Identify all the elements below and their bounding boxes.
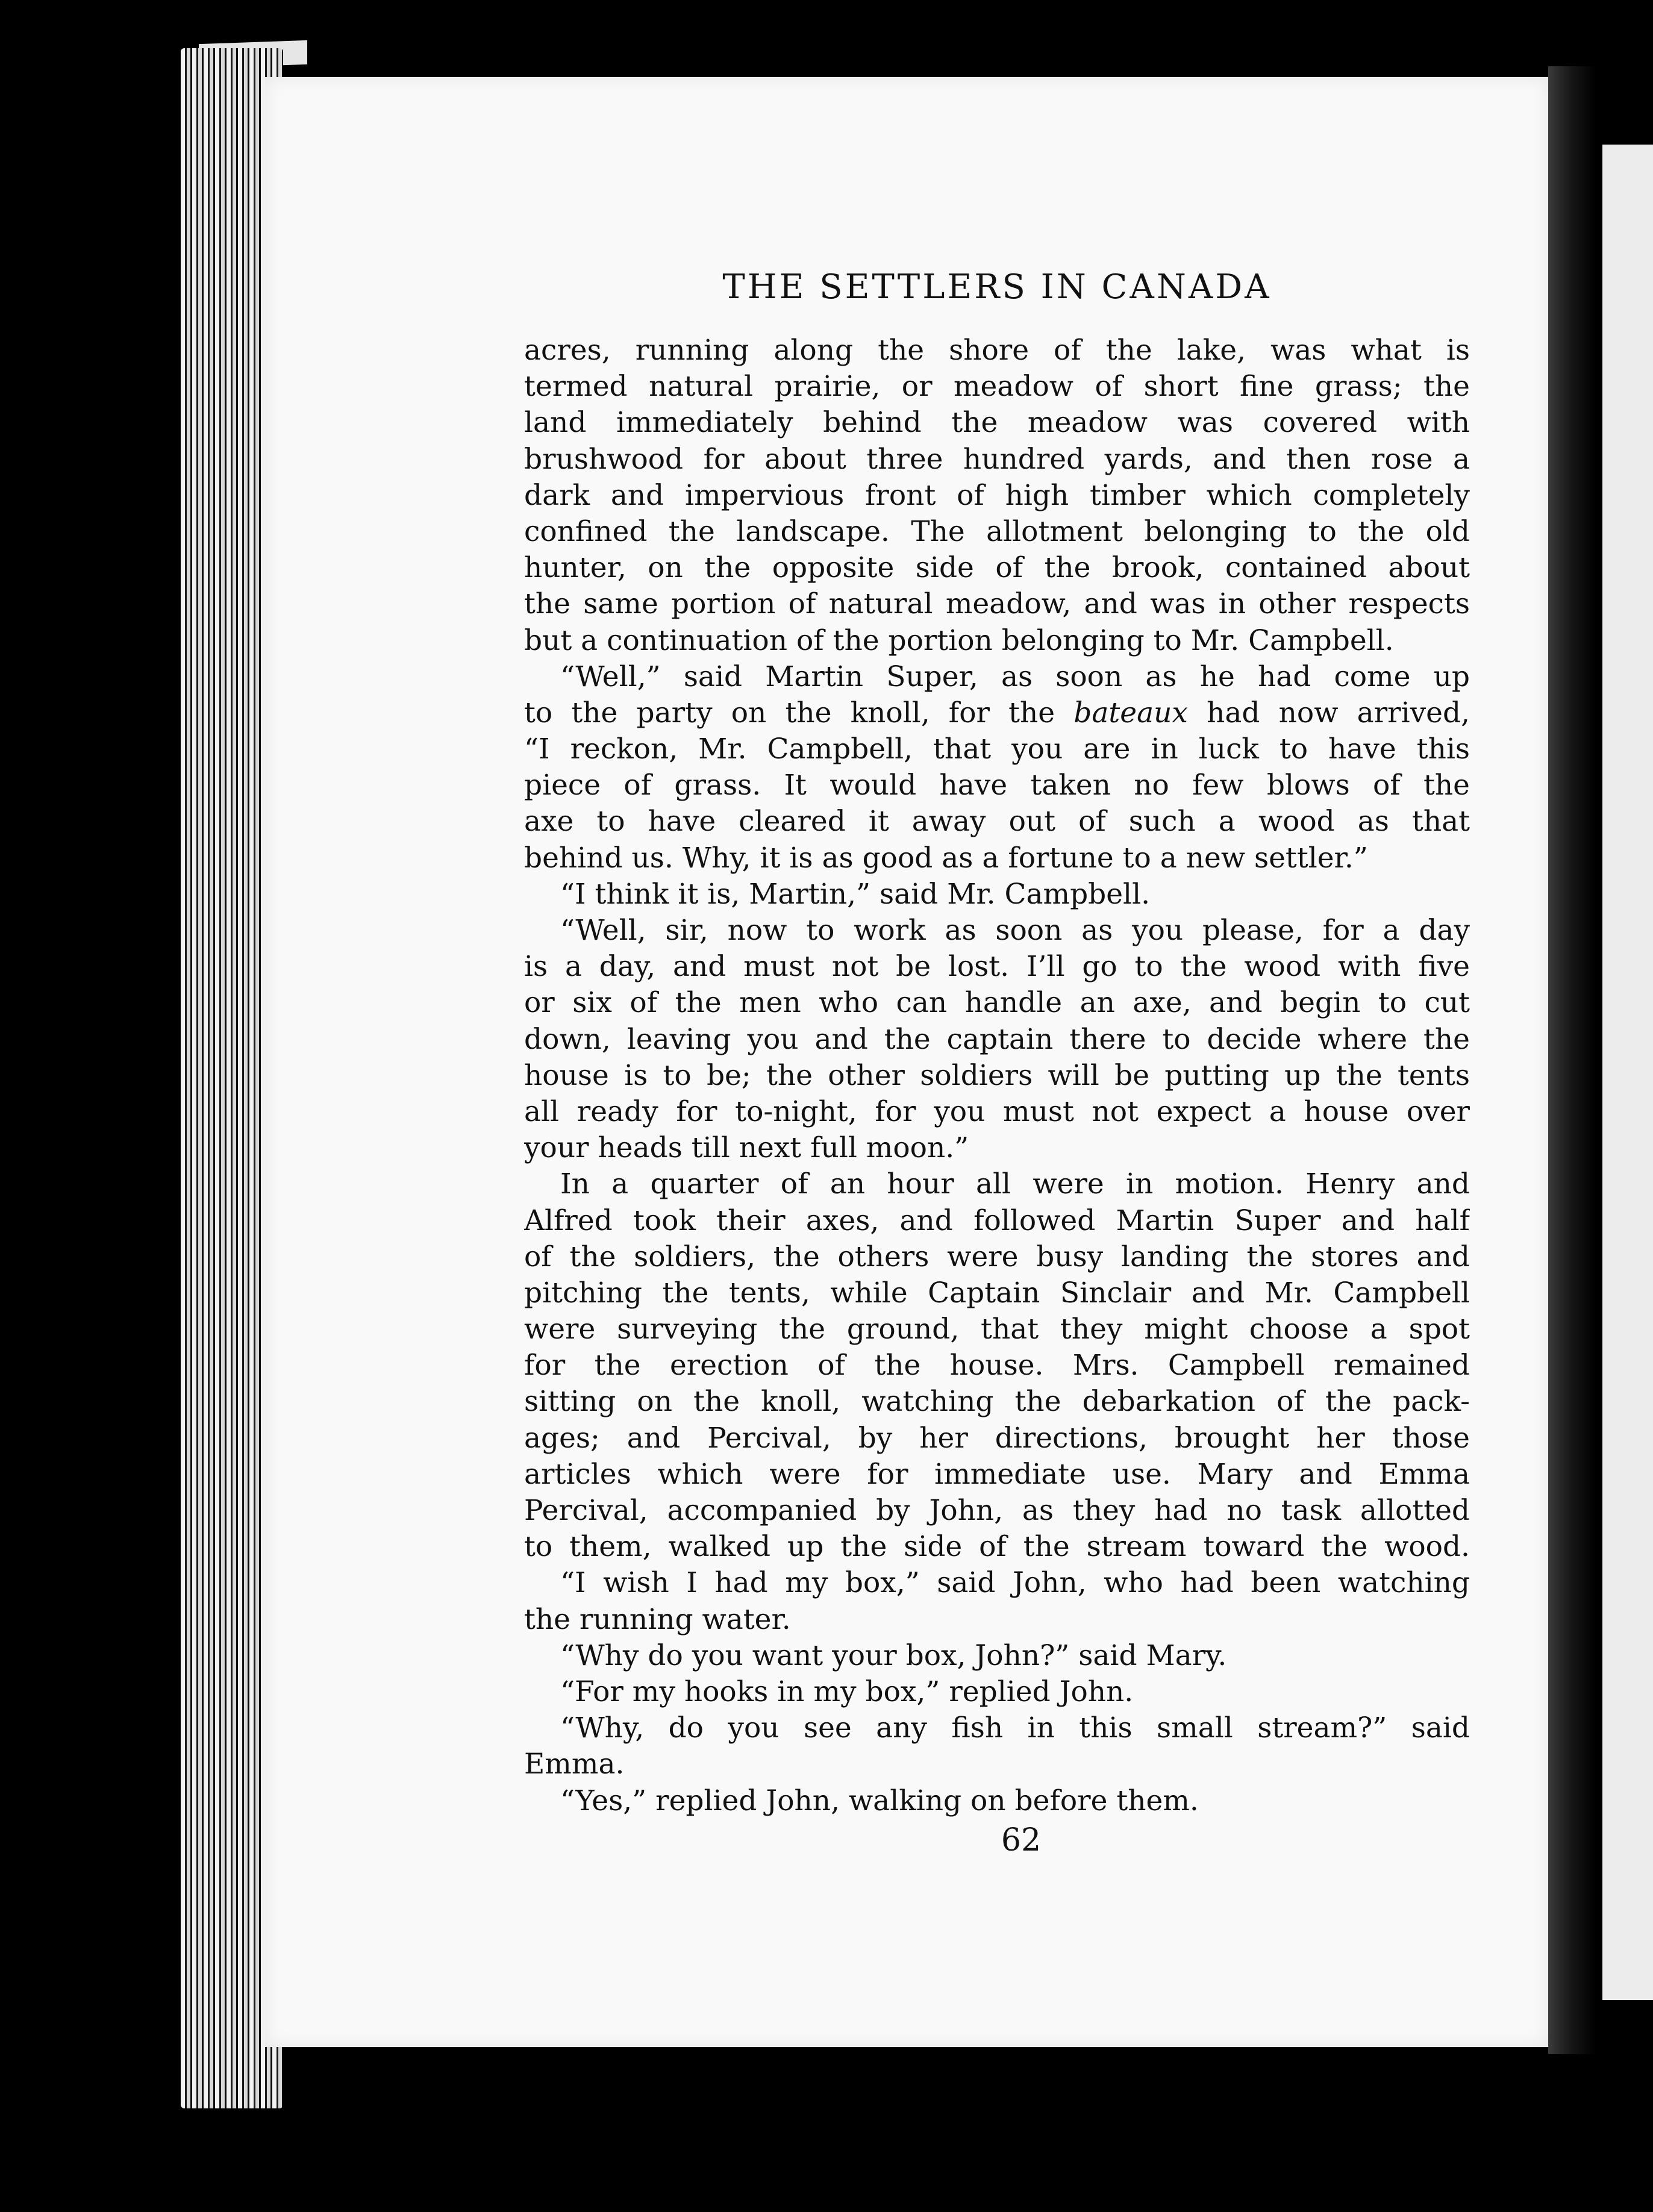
text-line: of the soldiers, the others were busy landing the stores and	[524, 1240, 1470, 1273]
text-line: were surveying the ground, that they might choose a spot	[524, 1313, 1470, 1346]
text-line	[524, 695, 1470, 731]
text-line: sitting on the knoll, watching the debarkation of the pack-	[524, 1385, 1470, 1419]
text-line: piece of grass. It would have taken no few blows of the	[524, 769, 1470, 802]
text-line: the running water.	[524, 1602, 791, 1636]
text-line: termed natural prairie, or meadow of short fine grass; the	[524, 370, 1470, 404]
text-line: “Well,” said Martin Super, as soon as he had come up	[560, 660, 1470, 693]
text-line: acres, running along the shore of the lake, was what is	[524, 334, 1470, 367]
next-page-leaf	[1602, 145, 1653, 2000]
text-line: Emma.	[524, 1748, 625, 1781]
text-line: or six of the men who can handle an axe, and begin to cut	[524, 986, 1470, 1020]
text-line: land immediately behind the meadow was covered with	[524, 406, 1470, 440]
text-line: your heads till next full moon.”	[524, 1131, 969, 1165]
text-line: Alfred took their axes, and followed Martin Super and half	[524, 1204, 1470, 1237]
text-segment: had now arrived,	[1187, 696, 1470, 730]
text-line: to them, walked up the side of the stream toward the wood.	[524, 1530, 1470, 1564]
page-number: 62	[1001, 1822, 1042, 1858]
text-line: house is to be; the other soldiers will be putting up the tents	[524, 1058, 1470, 1092]
text-line: “I wish I had my box,” said John, who had been watching	[560, 1566, 1470, 1600]
text-line: all ready for to-night, for you must not expect a house over	[524, 1095, 1470, 1128]
text-line: “For my hooks in my box,” replied John.	[560, 1675, 1134, 1708]
text-line: behind us. Why, it is as good as a fortune to a new settler.”	[524, 841, 1368, 875]
text-line: brushwood for about three hundred yards, and then rose a	[524, 442, 1470, 476]
text-line: but a continuation of the portion belonging to Mr. Campbell.	[524, 623, 1394, 657]
text-line: “Why, do you see any fish in this small stream?” said	[560, 1711, 1470, 1745]
text-line: axe to have cleared it away out of such a wood as that	[524, 805, 1470, 839]
text-line: is a day, and must not be lost. I’ll go to the wood with five	[524, 950, 1470, 984]
text-line: for the erection of the house. Mrs. Campbell remained	[524, 1349, 1470, 1382]
text-line: dark and impervious front of high timber which completely	[524, 478, 1470, 512]
text-line: Percival, accompanied by John, as they had no task allotted	[524, 1494, 1470, 1527]
italic-word: bateaux	[1073, 696, 1188, 730]
running-head: THE SETTLERS IN CANADA	[722, 267, 1272, 307]
body-text	[524, 333, 1470, 1819]
text-line: articles which were for immediate use. Mary and Emma	[524, 1457, 1470, 1491]
text-line: pitching the tents, while Captain Sinclair and Mr. Campbell	[524, 1276, 1470, 1310]
text-line: confined the landscape. The allotment belonging to the old	[524, 514, 1470, 548]
text-line: “Well, sir, now to work as soon as you please, for a day	[560, 914, 1470, 947]
text-line: “I think it is, Martin,” said Mr. Campbell.	[560, 877, 1151, 911]
text-line: “I reckon, Mr. Campbell, that you are in luck to have this	[524, 733, 1470, 766]
page-text-block	[524, 265, 1470, 1859]
text-line: hunter, on the opposite side of the brook, contained about	[524, 551, 1470, 585]
text-line: ages; and Percival, by her directions, brought her those	[524, 1421, 1470, 1455]
text-line: In a quarter of an hour all were in motion. Henry and	[560, 1167, 1470, 1201]
text-line: down, leaving you and the captain there to decide where the	[524, 1022, 1470, 1056]
text-line: “Why do you want your box, John?” said Mary.	[560, 1639, 1227, 1672]
text-line: “Yes,” replied John, walking on before them.	[560, 1784, 1199, 1817]
text-segment: to the party on the knoll, for the	[524, 696, 1074, 730]
book-gutter	[1548, 66, 1596, 2054]
text-line: the same portion of natural meadow, and was in other respects	[524, 587, 1470, 621]
